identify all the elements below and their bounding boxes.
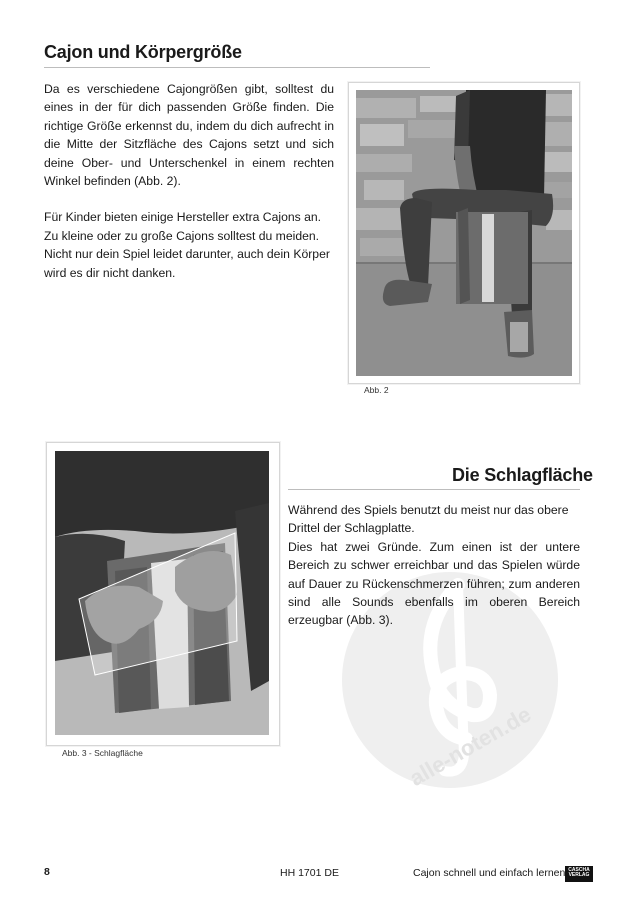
photo-hands-on-cajon <box>55 451 269 735</box>
photo-seated-player <box>356 90 572 376</box>
figure-abb3 <box>46 442 280 746</box>
paragraph: Dies hat zwei Gründe. Zum einen ist der untere Bereich zu schwer erreichbar und das Spielen würde auf Dauer zu Rückenschmerzen führen; zum anderen sind alle Sounds ebenfalls im oberen Bereich erzeugbar (Abb. 3). <box>288 539 580 628</box>
heading-rule <box>288 489 580 490</box>
section-body-text <box>44 80 334 282</box>
section-body-text <box>288 501 580 630</box>
paragraph: Da es verschiedene Cajongrößen gibt, solltest du eines in der für dich passenden Größe finden. Die richtige Größe erkennst du, indem du dich aufrecht in die Mitte der Sitzfläche des Cajons setzt und sich deine Ober- und Unterschenkel in einem rechten Winkel befinden (Abb. 2). <box>44 82 334 189</box>
heading-rule <box>44 67 430 68</box>
paragraph: Für Kinder bieten einige Hersteller extra Cajons an. Zu kleine oder zu große Cajons solltest du meiden. Nicht nur dein Spiel leidet darunter, auch dein Körper wird es dir nicht danken. <box>44 210 330 280</box>
catalog-code: HH 1701 DE <box>280 867 339 879</box>
logo-line: VERLAG <box>568 872 590 878</box>
paragraph: Während des Spiels benutzt du meist nur das obere Drittel der Schlagplatte. <box>288 503 569 536</box>
figure-caption: Abb. 2 <box>364 385 389 395</box>
figure-abb2 <box>348 82 580 384</box>
section-heading-body-size: Cajon und Körpergröße <box>44 42 242 62</box>
page-number: 8 <box>44 866 50 878</box>
publisher-logo <box>565 866 593 882</box>
figure-caption: Abb. 3 - Schlagfläche <box>62 748 143 758</box>
watermark-text: alle-noten.de <box>405 701 536 791</box>
logo-line: CASCHA <box>568 867 590 873</box>
section-heading-playing-surface: Die Schlagfläche <box>452 465 593 485</box>
book-title: Cajon schnell und einfach lernen <box>413 867 566 879</box>
